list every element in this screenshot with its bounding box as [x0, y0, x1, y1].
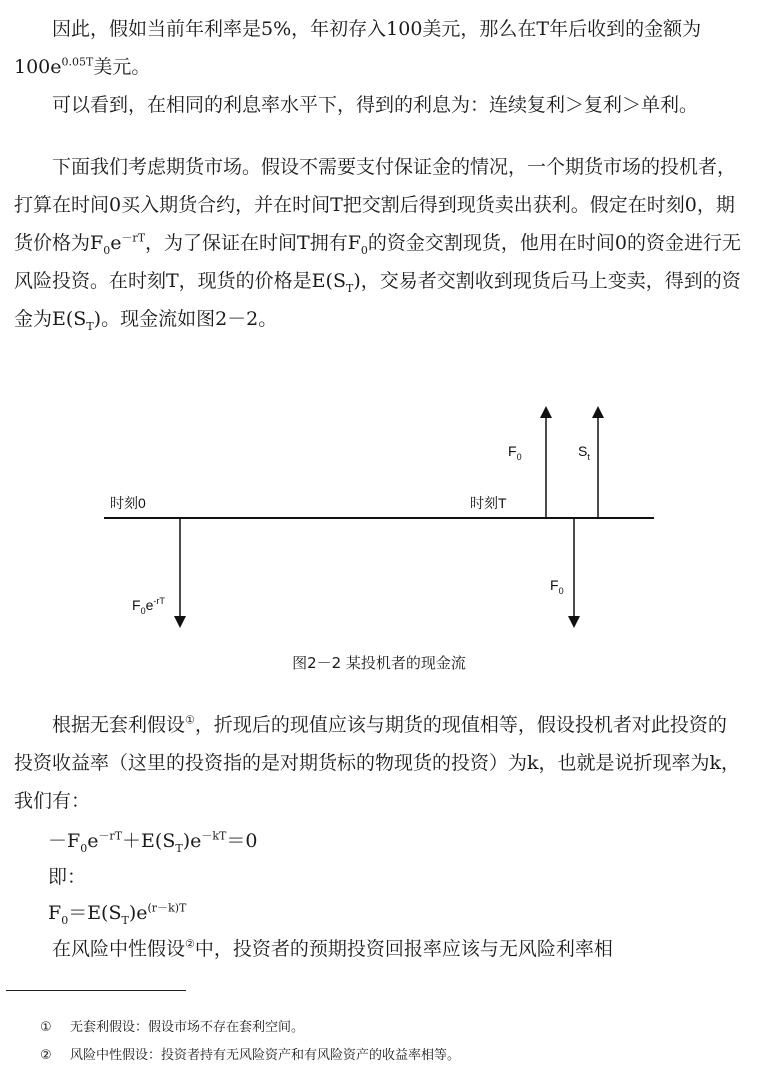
footnote-1: ① 无套利假设：假设市场不存在套利空间。 [40, 1020, 305, 1035]
equation-ji-label: 即： [48, 866, 87, 888]
label-F0e-down: $F_0e^{-rT}$ [132, 596, 165, 616]
label-time-T: 时刻T [470, 495, 507, 511]
figure-caption: 图2－2 某投机者的现金流 [292, 654, 466, 672]
footnote-2: ② 风险中性假设：投资者持有无风险资产和有风险资产的收益率相等。 [40, 1048, 461, 1063]
footnote-ref-2[interactable]: ② [185, 937, 195, 951]
equation-futures-price: $F_0=E(S_T)e^{(r-k)T}$ [48, 901, 187, 927]
label-F0-down: $F_0$ [550, 577, 564, 596]
label-F0-up: $F_0$ [508, 443, 522, 462]
paragraph-compounding-comparison: 可以看到，在相同的利息率水平下，得到的利息为：连续复利＞复利＞单利。 [52, 94, 699, 116]
equation-present-value: $-F_0e^{-rT}+E(S_T)e^{-kT}=0$ [48, 829, 258, 855]
label-time-0: 时刻0 [110, 495, 146, 511]
paragraph-no-arbitrage: 根据无套利假设①，折现后的现值应该与期货的现值相等，假设投机者对此投资的投资收益率（这里的投资指的是对期货标的物现货的投资）为k，也就是说折现率为k，我们有： [14, 713, 741, 812]
label-St-up: $S_t$ [578, 443, 590, 462]
paragraph-interest-example: 因此，假如当前年利率是5%，年初存入100美元，那么在T年后收到的金额为$100e^{0.05T}$美元。 [14, 18, 702, 78]
paragraph-futures-market: 下面我们考虑期货市场。假设不需要支付保证金的情况，一个期货市场的投机者，打算在时间0买入期货合约，并在时间T把交割后得到现货卖出获利。假定在时刻0，期货价格为$F_0e^{-rT}$，为了保证在时间T拥有$F_0$的资金交割现货，他用在时间0的资金进行无风险投资。在时刻T，现货的价格是$E(S_T)$，交易者交割收到现货后马上变卖，得到的资金为$E(S_T)$。现金流如图2－2。 [14, 156, 741, 333]
footnote-divider [6, 990, 186, 991]
paragraph-risk-neutral: 在风险中性假设②中，投资者的预期投资回报率应该与无风险利率相 [52, 937, 613, 960]
cash-flow-diagram [0, 400, 758, 640]
footnote-ref-1[interactable]: ① [185, 713, 195, 727]
